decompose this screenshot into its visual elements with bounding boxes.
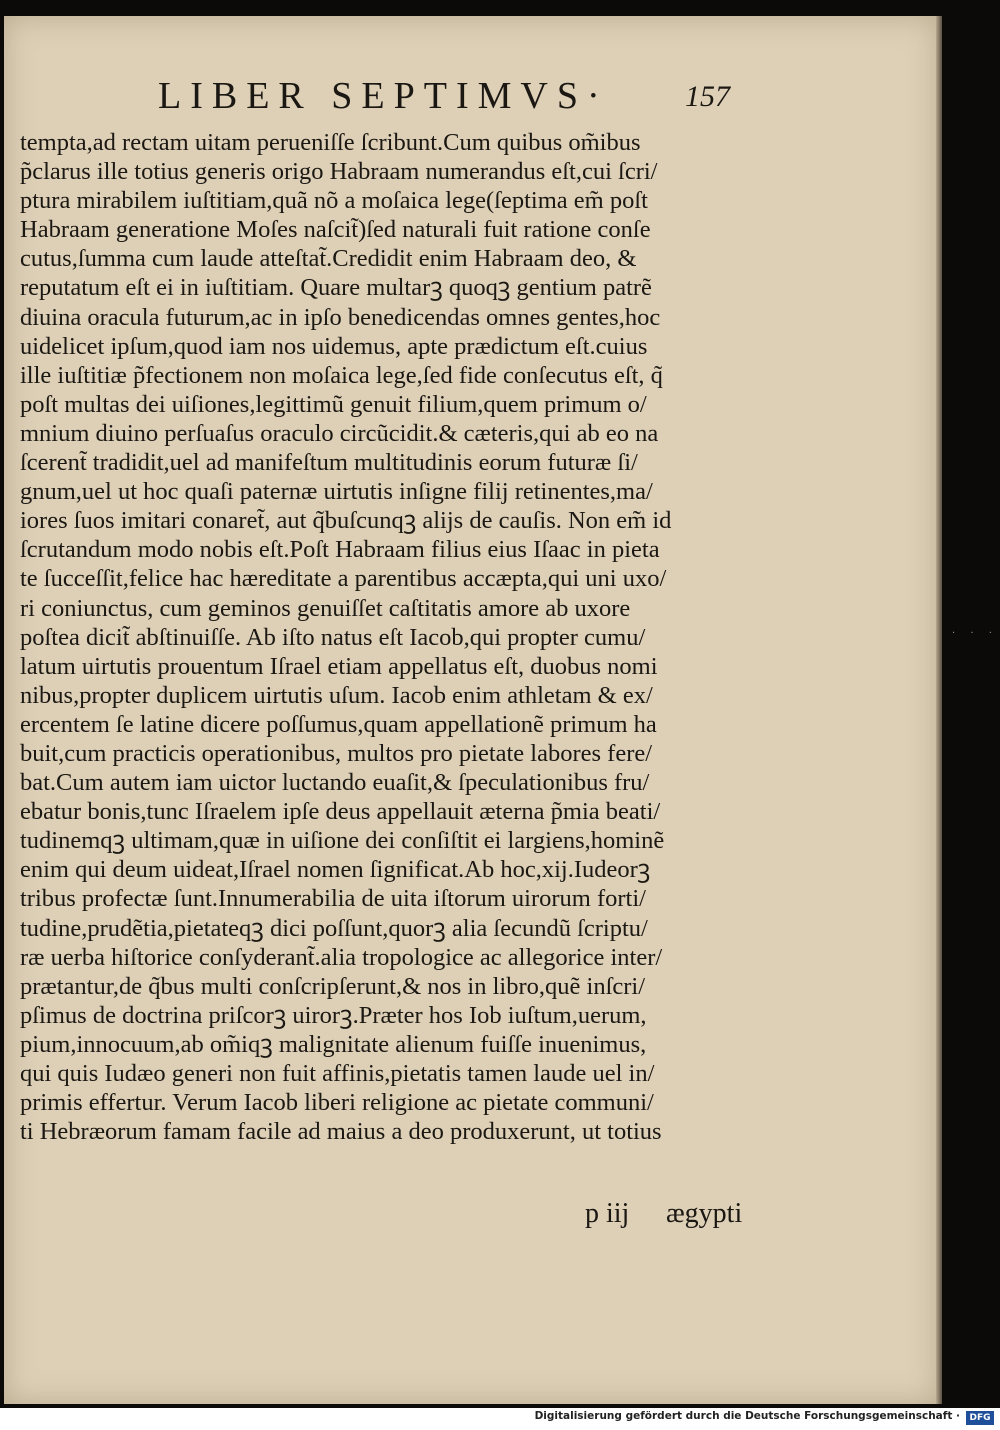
text-line: ille iuſtitiæ p̃fectionem non moſaica lege,ſed fide conſecutus eſt, q̃ <box>20 361 663 389</box>
text-line: bat.Cum autem iam uictor luctando euaſit,& ſpeculationibus fru/ <box>20 769 650 797</box>
running-title: LIBER SEPTIMVS· <box>158 75 609 117</box>
page-edge <box>936 16 942 1404</box>
text-line: reputatum eſt ei in iuſtitiam. Quare multarꝫ quoqꝫ gentium patrẽ <box>20 274 652 302</box>
text-line: ptura mirabilem iuſtitiam,quã nõ a moſaica lege(ſeptima em̃ poſt <box>20 187 648 215</box>
text-line: pſimus de doctrina priſcorꝫ uirorꝫ.Præter hos Iob iuſtum,uerum, <box>20 1001 647 1029</box>
text-line: buit,cum practicis operationibus, multos pro pietate labores fere/ <box>20 739 653 767</box>
text-line: primis effertur. Verum Iacob liberi religione ac pietate communi/ <box>20 1089 654 1117</box>
funding-credit: Digitalisierung gefördert durch die Deutsche Forschungsgemeinschaft · <box>534 1410 960 1422</box>
text-line: poſtea dicit̃ abſtinuiſſe. Ab iſto natus eſt Iacob,qui propter cumu/ <box>20 623 646 651</box>
text-line: enim qui deum uideat,Iſrael nomen ſignificat.Ab hoc,xij.Iudeorꝫ <box>20 856 651 884</box>
text-line: tribus profectæ ſunt.Innumerabilia de uita iſtorum uirorum forti/ <box>20 885 646 913</box>
text-line: ſcerent̃ tradidit,uel ad manifeſtum multitudinis eorum futuræ ſi/ <box>20 449 638 477</box>
text-line: iores ſuos imitari conaret̃, aut q̃buſcunqꝫ alijs de cauſis. Non em̃ id <box>20 507 672 535</box>
text-line: mnium diuino perſuaſus oraculo circũcidit.& cæteris,qui ab eo na <box>20 419 659 447</box>
text-line: ti Hebræorum famam facile ad maius a deo produxerunt, ut totius <box>20 1118 662 1146</box>
text-line: ri coniunctus, cum geminos genuiſſet caſtitatis amore ab uxore <box>20 594 631 622</box>
text-line: uidelicet ipſum,quod iam nos uidemus, apte prædictum eſt.cuius <box>20 332 648 360</box>
signature-mark: p iij <box>585 1198 630 1229</box>
text-line: diuina oracula futurum,ac in ipſo benedicendas omnes gentes,hoc <box>20 303 661 331</box>
page-number: 157 <box>685 80 730 113</box>
text-line: ercentem ſe latine dicere poſſumus,quam appellationẽ primum ha <box>20 710 657 738</box>
text-line: nibus,propter duplicem uirtutis uſum. Iacob enim athletam & ex/ <box>20 681 653 709</box>
body-text <box>20 128 760 1146</box>
text-line: ebatur bonis,tunc Iſraelem ipſe deus appellauit æterna p̃mia beati/ <box>20 798 661 826</box>
catchword: ægypti <box>666 1198 743 1229</box>
text-line: poſt multas dei uiſiones,legittimũ genuit filium,quem primum o/ <box>20 390 647 418</box>
text-line: Habraam generatione Moſes naſcit̃)ſed naturali fuit ratione conſe <box>20 216 651 244</box>
text-line: ſcrutandum modo nobis eſt.Poſt Habraam filius eius Iſaac in pieta <box>20 536 660 564</box>
dfg-logo-icon: DFG <box>966 1411 994 1425</box>
text-line: cutus,ſumma cum laude atteſtat̃.Credidit enim Habraam deo, & <box>20 245 637 273</box>
text-line: gnum,uel ut hoc quaſi paternæ uirtutis inſigne filij retinentes,ma/ <box>20 478 653 506</box>
edge-marks: · · · <box>952 628 998 639</box>
text-line: tudinemqꝫ ultimam,quæ in uiſione dei conſiſtit ei largiens,hominẽ <box>20 827 665 855</box>
text-line: qui quis Iudæo generi non fuit affinis,pietatis tamen laude uel in/ <box>20 1060 655 1087</box>
text-line: te ſucceſſit,felice hac hæreditate a parentibus accæpta,qui uni uxo/ <box>20 565 667 593</box>
credit-bar <box>0 1408 1000 1430</box>
text-line: prætantur,de q̃bus multi conſcripſerunt,& nos in libro,quẽ inſcri/ <box>20 972 646 1000</box>
text-line: tempta,ad rectam uitam perueniſſe ſcribunt.Cum quibus om̃ibus <box>20 129 641 156</box>
text-line: pium,innocuum,ab om̃iqꝫ malignitate alienum fuiſſe inuenimus, <box>20 1030 647 1058</box>
page-header <box>150 74 730 124</box>
text-line: latum uirtutis prouentum Iſrael etiam appellatus eſt, duobus nomi <box>20 652 658 680</box>
text-line: ræ uerba hiſtorice conſyderant̃.alia tropologice ac allegorice inter/ <box>20 943 663 971</box>
text-line: tudine,prudẽtia,pietateqꝫ dici poſſunt,quorꝫ alia ſecundũ ſcriptu/ <box>20 914 648 942</box>
text-line: p̃clarus ille totius generis origo Habraam numerandus eſt,cui ſcri/ <box>20 158 658 186</box>
